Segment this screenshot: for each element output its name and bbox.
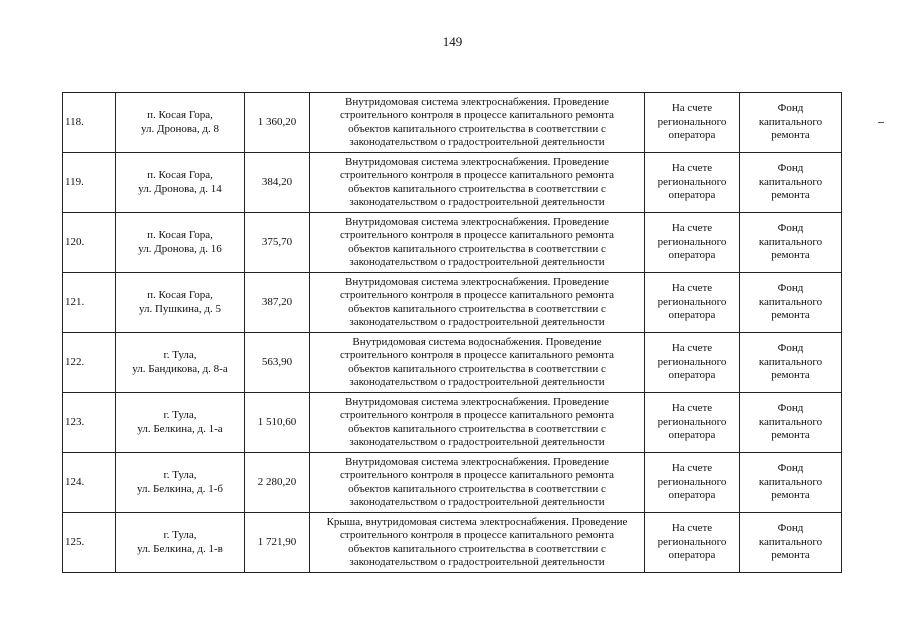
work-description-line: Внутридомовая система электроснабжения. Проведение bbox=[345, 155, 609, 168]
funding-source-cell bbox=[740, 453, 842, 513]
cost-cell: 1 510,60 bbox=[245, 393, 310, 453]
row-number: 124. bbox=[63, 453, 116, 513]
address-cell bbox=[116, 213, 245, 273]
work-description-cell bbox=[310, 333, 645, 393]
work-description-line: строительного контроля в процессе капитального ремонта bbox=[340, 349, 614, 361]
work-description-cell bbox=[310, 213, 645, 273]
table-row bbox=[63, 393, 842, 453]
address-locality: п. Косая Гора, bbox=[147, 229, 213, 241]
table-row bbox=[63, 93, 842, 153]
work-description-line: строительного контроля в процессе капитального ремонта bbox=[340, 169, 614, 181]
funds-location-line: оператора bbox=[668, 129, 716, 142]
cost-cell: 387,20 bbox=[245, 273, 310, 333]
funding-source-line: капитального bbox=[758, 115, 823, 128]
cost-cell: 2 280,20 bbox=[245, 453, 310, 513]
work-description-cell bbox=[310, 273, 645, 333]
page-number: 149 bbox=[442, 34, 463, 49]
funding-source-line: капитального bbox=[758, 175, 823, 188]
funding-source-line: ремонта bbox=[771, 429, 810, 442]
funding-source-line: ремонта bbox=[771, 549, 810, 562]
funding-source-cell bbox=[740, 153, 842, 213]
address-cell bbox=[116, 93, 245, 153]
work-description-line: Внутридомовая система электроснабжения. Проведение bbox=[345, 455, 609, 468]
work-description-line: строительного контроля в процессе капитального ремонта bbox=[340, 529, 614, 541]
work-description-line: Внутридомовая система электроснабжения. Проведение bbox=[345, 275, 609, 288]
work-description-line: Внутридомовая система электроснабжения. Проведение bbox=[345, 215, 609, 228]
address-street: ул. Белкина, д. 1-а bbox=[137, 422, 223, 435]
address-locality: п. Косая Гора, bbox=[147, 109, 213, 121]
funds-location-line: регионального bbox=[657, 415, 727, 428]
funding-source-line: капитального bbox=[758, 295, 823, 308]
funding-source-line: ремонта bbox=[771, 189, 810, 202]
address-locality: п. Косая Гора, bbox=[147, 169, 213, 181]
work-description-line: объектов капитального строительства в соответствии с bbox=[348, 362, 606, 375]
funding-source-line: капитального bbox=[758, 355, 823, 368]
table-row bbox=[63, 153, 842, 213]
funding-source-line: Фонд bbox=[777, 522, 804, 535]
funds-location-line: оператора bbox=[668, 369, 716, 382]
work-description-cell bbox=[310, 153, 645, 213]
cost-cell: 384,20 bbox=[245, 153, 310, 213]
funds-location-cell bbox=[645, 153, 740, 213]
funding-source-cell bbox=[740, 213, 842, 273]
funds-location-line: регионального bbox=[657, 175, 727, 188]
work-description-line: объектов капитального строительства в соответствии с bbox=[348, 542, 606, 555]
funding-source-line: Фонд bbox=[777, 402, 804, 415]
address-street: ул. Пушкина, д. 5 bbox=[138, 302, 222, 315]
work-description-cell bbox=[310, 393, 645, 453]
address-street: ул. Дронова, д. 16 bbox=[138, 242, 222, 255]
work-description-cell bbox=[310, 513, 645, 573]
work-description-line: строительного контроля в процессе капитального ремонта bbox=[340, 229, 614, 241]
row-number: 118. bbox=[63, 93, 116, 153]
work-description-line: Крыша, внутридомовая система электроснабжения. Проведение bbox=[326, 515, 628, 528]
work-description-line: объектов капитального строительства в соответствии с bbox=[348, 182, 606, 195]
funds-location-line: оператора bbox=[668, 249, 716, 262]
work-description-line: Внутридомовая система водоснабжения. Проведение bbox=[352, 335, 602, 348]
table-row bbox=[63, 273, 842, 333]
address-street: ул. Бандикова, д. 8-а bbox=[132, 362, 228, 375]
funds-location-line: оператора bbox=[668, 549, 716, 562]
row-number: 119. bbox=[63, 153, 116, 213]
funds-location-line: регионального bbox=[657, 475, 727, 488]
address-cell bbox=[116, 453, 245, 513]
address-cell bbox=[116, 333, 245, 393]
table-row bbox=[63, 333, 842, 393]
funding-source-line: Фонд bbox=[777, 282, 804, 295]
funding-source-line: ремонта bbox=[771, 309, 810, 322]
work-description-line: законодательством о градостроительной деятельности bbox=[349, 316, 605, 328]
address-locality: п. Косая Гора, bbox=[147, 289, 213, 301]
work-description-cell bbox=[310, 453, 645, 513]
funding-source-cell bbox=[740, 93, 842, 153]
cost-cell: 1 360,20 bbox=[245, 93, 310, 153]
work-description-line: законодательством о градостроительной деятельности bbox=[349, 376, 605, 388]
address-locality: г. Тула, bbox=[163, 529, 197, 541]
address-cell bbox=[116, 393, 245, 453]
work-description-line: законодательством о градостроительной деятельности bbox=[349, 196, 605, 208]
funds-location-cell bbox=[645, 513, 740, 573]
funds-location-cell bbox=[645, 453, 740, 513]
work-description-line: Внутридомовая система электроснабжения. Проведение bbox=[345, 395, 609, 408]
work-description-line: Внутридомовая система электроснабжения. Проведение bbox=[345, 95, 609, 108]
address-cell bbox=[116, 153, 245, 213]
funds-location-line: регионального bbox=[657, 295, 727, 308]
row-number: 122. bbox=[63, 333, 116, 393]
funding-source-cell bbox=[740, 273, 842, 333]
work-description-line: законодательством о градостроительной деятельности bbox=[349, 256, 605, 268]
funds-location-line: На счете bbox=[671, 282, 713, 295]
funds-location-line: На счете bbox=[671, 342, 713, 355]
funding-source-line: Фонд bbox=[777, 162, 804, 175]
funding-source-line: ремонта bbox=[771, 249, 810, 262]
funds-location-cell bbox=[645, 213, 740, 273]
address-street: ул. Дронова, д. 8 bbox=[141, 122, 219, 135]
funds-location-line: На счете bbox=[671, 462, 713, 475]
funding-source-line: Фонд bbox=[777, 462, 804, 475]
funding-source-line: капитального bbox=[758, 475, 823, 488]
work-description-line: строительного контроля в процессе капитального ремонта bbox=[340, 409, 614, 421]
funds-location-cell bbox=[645, 273, 740, 333]
address-street: ул. Белкина, д. 1-б bbox=[136, 482, 224, 495]
address-locality: г. Тула, bbox=[163, 469, 197, 481]
address-locality: г. Тула, bbox=[163, 349, 197, 361]
funds-location-line: оператора bbox=[668, 489, 716, 502]
work-description-line: законодательством о градостроительной деятельности bbox=[349, 136, 605, 148]
funds-location-line: оператора bbox=[668, 429, 716, 442]
table-row bbox=[63, 453, 842, 513]
work-description-line: объектов капитального строительства в соответствии с bbox=[348, 302, 606, 315]
address-cell bbox=[116, 273, 245, 333]
work-description-line: объектов капитального строительства в соответствии с bbox=[348, 242, 606, 255]
work-description-line: строительного контроля в процессе капитального ремонта bbox=[340, 289, 614, 301]
work-description-line: объектов капитального строительства в соответствии с bbox=[348, 482, 606, 495]
repair-register-table bbox=[62, 92, 842, 573]
work-description-line: законодательством о градостроительной деятельности bbox=[349, 496, 605, 508]
row-number: 125. bbox=[63, 513, 116, 573]
funds-location-cell bbox=[645, 333, 740, 393]
table-row bbox=[63, 213, 842, 273]
work-description-line: объектов капитального строительства в соответствии с bbox=[348, 122, 606, 135]
funding-source-cell bbox=[740, 513, 842, 573]
funding-source-line: ремонта bbox=[771, 369, 810, 382]
funds-location-line: регионального bbox=[657, 115, 727, 128]
address-street: ул. Дронова, д. 14 bbox=[138, 182, 222, 195]
funding-source-line: капитального bbox=[758, 415, 823, 428]
funds-location-line: оператора bbox=[668, 189, 716, 202]
work-description-cell bbox=[310, 93, 645, 153]
register-body bbox=[63, 93, 842, 573]
address-locality: г. Тула, bbox=[163, 409, 197, 421]
funds-location-line: На счете bbox=[671, 222, 713, 235]
funds-location-line: регионального bbox=[657, 535, 727, 548]
work-description-line: строительного контроля в процессе капитального ремонта bbox=[340, 109, 614, 121]
cost-cell: 563,90 bbox=[245, 333, 310, 393]
funding-source-line: капитального bbox=[758, 235, 823, 248]
funds-location-line: регионального bbox=[657, 235, 727, 248]
funds-location-line: На счете bbox=[671, 402, 713, 415]
cost-cell: 375,70 bbox=[245, 213, 310, 273]
funding-source-line: ремонта bbox=[771, 129, 810, 142]
funding-source-cell bbox=[740, 333, 842, 393]
funding-source-cell bbox=[740, 393, 842, 453]
funding-source-line: Фонд bbox=[777, 342, 804, 355]
funding-source-line: капитального bbox=[758, 535, 823, 548]
row-number: 121. bbox=[63, 273, 116, 333]
address-cell bbox=[116, 513, 245, 573]
row-number: 123. bbox=[63, 393, 116, 453]
funds-location-cell bbox=[645, 93, 740, 153]
work-description-line: объектов капитального строительства в соответствии с bbox=[348, 422, 606, 435]
work-description-line: строительного контроля в процессе капитального ремонта bbox=[340, 469, 614, 481]
funding-source-line: Фонд bbox=[777, 222, 804, 235]
table-row bbox=[63, 513, 842, 573]
work-description-line: законодательством о градостроительной деятельности bbox=[349, 556, 605, 568]
funding-source-line: Фонд bbox=[777, 102, 804, 115]
funds-location-line: На счете bbox=[671, 162, 713, 175]
cost-cell: 1 721,90 bbox=[245, 513, 310, 573]
work-description-line: законодательством о градостроительной деятельности bbox=[349, 436, 605, 448]
funds-location-line: На счете bbox=[671, 522, 713, 535]
margin-dash-mark bbox=[878, 122, 884, 123]
row-number: 120. bbox=[63, 213, 116, 273]
funds-location-line: На счете bbox=[671, 102, 713, 115]
funding-source-line: ремонта bbox=[771, 489, 810, 502]
address-street: ул. Белкина, д. 1-в bbox=[137, 542, 223, 555]
funds-location-line: регионального bbox=[657, 355, 727, 368]
funds-location-line: оператора bbox=[668, 309, 716, 322]
funds-location-cell bbox=[645, 393, 740, 453]
